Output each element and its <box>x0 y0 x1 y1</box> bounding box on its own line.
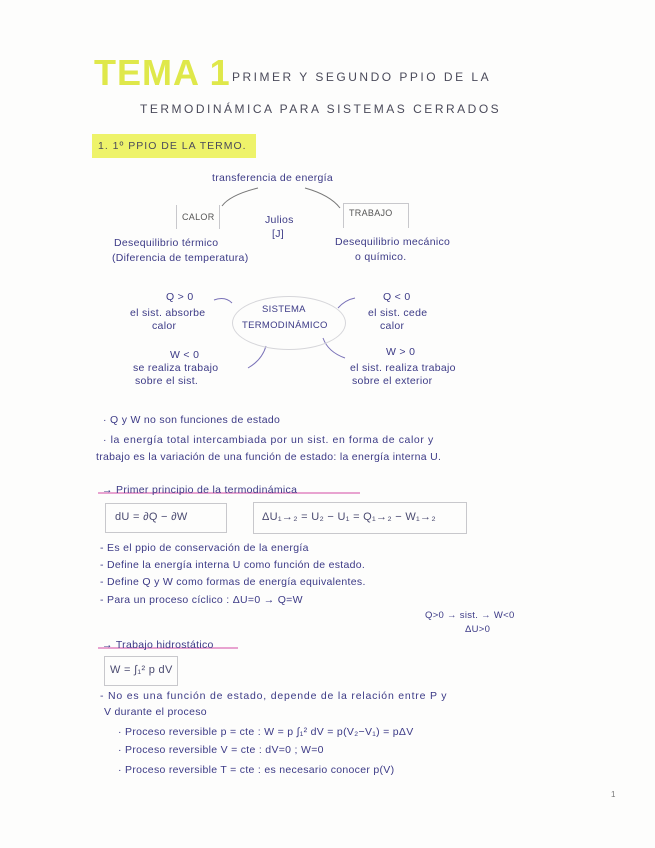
primer-point-4: - Para un proceso cíclico : ΔU=0 → Q=W <box>100 594 303 606</box>
trabajo-eq: W = ∫₁² p dV <box>110 664 173 676</box>
primer-point-1: - Es el ppio de conservación de la energía <box>100 542 309 554</box>
bullet-1: · Q y W no son funciones de estado <box>103 414 281 426</box>
energy-transfer-label: transferencia de energía <box>212 172 334 184</box>
section-heading: 1. 1º PPIO DE LA TERMO. <box>98 140 247 152</box>
q-positive: Q > 0 <box>166 291 194 303</box>
eq1: dU = ∂Q − ∂W <box>115 511 188 523</box>
q-negative-desc-1: el sist. cede <box>368 307 428 319</box>
bullet-2-cont: trabajo es la variación de una función de estado: la energía interna U. <box>96 451 442 463</box>
calor-label: CALOR <box>182 212 215 222</box>
side-note-1: Q>0 → sist. → W<0 <box>425 610 515 621</box>
primer-point-3: - Define Q y W como formas de energía equivalentes. <box>100 576 366 588</box>
bullet-2: · la energía total intercambiada por un sist. en forma de calor y <box>103 434 434 446</box>
w-positive-desc-2: sobre el exterior <box>352 375 433 387</box>
trabajo-line-1: - No es una función de estado, depende de la relación entre P y <box>100 690 448 702</box>
trabajo-label: TRABAJO <box>349 208 393 218</box>
trabajo-heading: → Trabajo hidrostático <box>102 639 214 651</box>
w-positive-desc-1: el sist. realiza trabajo <box>350 362 456 374</box>
trabajo-desc-1: Desequilibrio mecánico <box>335 236 451 248</box>
eq2: ΔU₁→₂ = U₂ − U₁ = Q₁→₂ − W₁→₂ <box>262 511 436 523</box>
case-3: · Proceso reversible T = cte : es necesario conocer p(V) <box>118 764 395 776</box>
q-positive-desc-2: calor <box>152 320 177 332</box>
case-1: · Proceso reversible p = cte : W = p ∫₁² dV = p(V₂−V₁) = pΔV <box>118 726 414 738</box>
case-2: · Proceso reversible V = cte : dV=0 ; W=0 <box>118 744 324 756</box>
w-negative-desc-2: sobre el sist. <box>135 375 199 387</box>
q-negative: Q < 0 <box>383 291 411 303</box>
side-note-2: ΔU>0 <box>465 624 491 635</box>
title-line-1: PRIMER Y SEGUNDO PPIO DE LA <box>232 70 492 84</box>
page-number: 1 <box>611 790 616 799</box>
w-negative: W < 0 <box>170 349 200 361</box>
primer-point-2: - Define la energía interna U como función de estado. <box>100 559 366 571</box>
calor-desc-2: (Diferencia de temperatura) <box>112 252 249 264</box>
tema-title: TEMA 1 <box>94 52 231 93</box>
unit-symbol: [J] <box>272 228 284 240</box>
title-line-2: TERMODINÁMICA PARA SISTEMAS CERRADOS <box>140 102 502 116</box>
q-negative-desc-2: calor <box>380 320 405 332</box>
primer-heading: → Primer principio de la termodinámica <box>102 484 298 496</box>
trabajo-desc-2: o químico. <box>355 251 407 263</box>
w-positive: W > 0 <box>386 346 416 358</box>
w-negative-desc-1: se realiza trabajo <box>133 362 219 374</box>
calor-desc-1: Desequilibrio térmico <box>114 237 219 249</box>
q-positive-desc-1: el sist. absorbe <box>130 307 206 319</box>
unit-label: Julios <box>265 214 294 226</box>
system-label-2: TERMODINÁMICO <box>242 320 328 331</box>
trabajo-line-2: V durante el proceso <box>104 706 207 718</box>
system-label-1: SISTEMA <box>262 304 306 315</box>
